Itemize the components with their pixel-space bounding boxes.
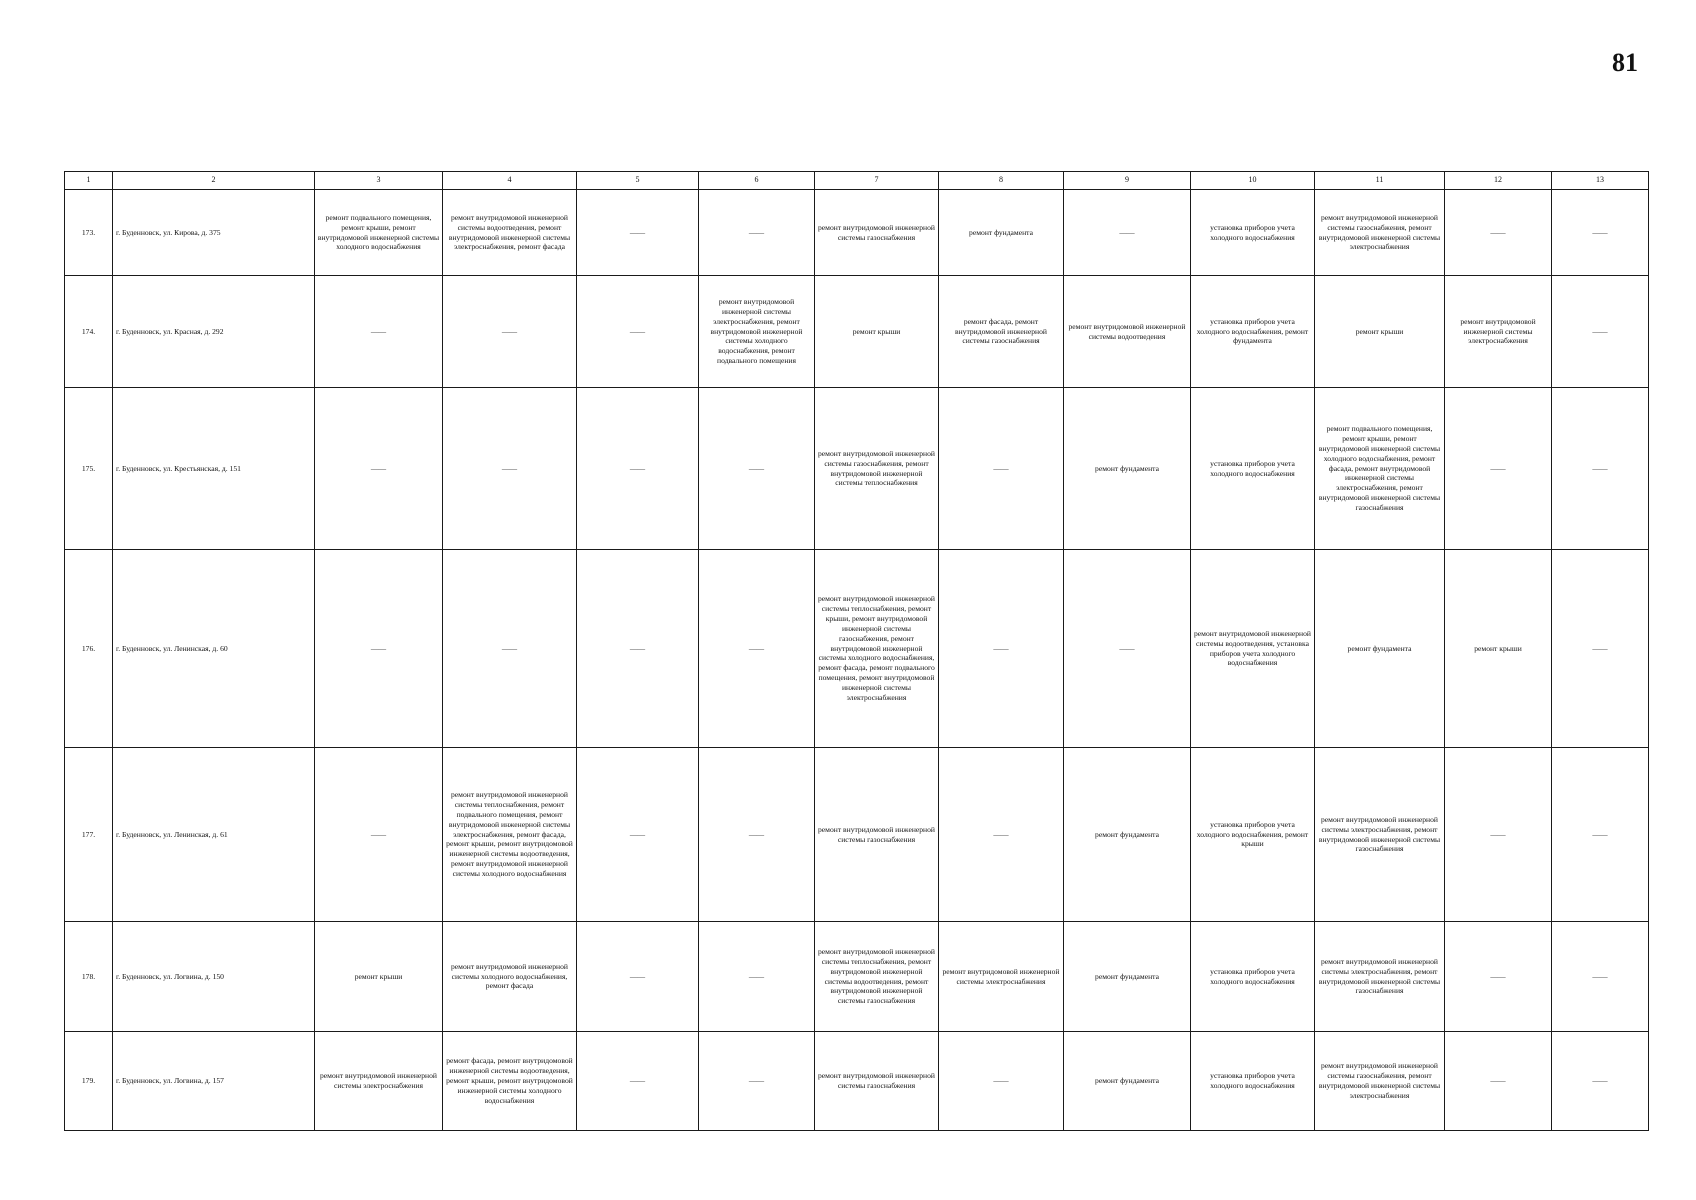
table-row — [65, 388, 1649, 550]
work-cell-col-12: —— — [1445, 922, 1552, 1032]
work-cell-col-6: —— — [699, 550, 815, 748]
work-cell-col-7: ремонт внутридомовой инженерной системы теплоснабжения, ремонт крыши, ремонт внутридомовой инженерной системы газоснабжения, ремонт внутридомовой инженерной системы холодного водоснабжения, ремонт фасада, ремонт подвального помещения, ремонт внутридомовой инженерной системы электроснабжения — [815, 550, 939, 748]
repair-schedule-table — [64, 171, 1649, 1131]
work-cell-col-4: —— — [443, 550, 577, 748]
table-row — [65, 190, 1649, 276]
work-cell-col-5: —— — [577, 748, 699, 922]
work-cell-col-6: —— — [699, 748, 815, 922]
table-row — [65, 1032, 1649, 1131]
column-header: 6 — [699, 172, 815, 190]
work-cell-col-7: ремонт внутридомовой инженерной системы газоснабжения, ремонт внутридомовой инженерной системы теплоснабжения — [815, 388, 939, 550]
work-cell-col-13: —— — [1552, 1032, 1649, 1131]
work-cell-col-12: ремонт внутридомовой инженерной системы электроснабжения — [1445, 276, 1552, 388]
work-cell-col-10: установка приборов учета холодного водоснабжения, ремонт крыши — [1191, 748, 1315, 922]
work-cell-col-5: —— — [577, 388, 699, 550]
work-cell-col-9: ремонт фундамента — [1064, 922, 1191, 1032]
column-header: 3 — [315, 172, 443, 190]
address-cell: г. Буденновск, ул. Кирова, д. 375 — [113, 190, 315, 276]
work-cell-col-9: ремонт фундамента — [1064, 748, 1191, 922]
row-number: 173. — [65, 190, 113, 276]
work-cell-col-6: —— — [699, 190, 815, 276]
work-cell-col-8: —— — [939, 748, 1064, 922]
address-cell: г. Буденновск, ул. Крестьянская, д. 151 — [113, 388, 315, 550]
column-header: 2 — [113, 172, 315, 190]
work-cell-col-3: ремонт крыши — [315, 922, 443, 1032]
row-number: 178. — [65, 922, 113, 1032]
work-cell-col-11: ремонт крыши — [1315, 276, 1445, 388]
work-cell-col-13: —— — [1552, 922, 1649, 1032]
work-cell-col-4: —— — [443, 276, 577, 388]
work-cell-col-12: —— — [1445, 1032, 1552, 1131]
work-cell-col-8: —— — [939, 388, 1064, 550]
column-header: 8 — [939, 172, 1064, 190]
work-cell-col-10: установка приборов учета холодного водоснабжения — [1191, 1032, 1315, 1131]
column-header: 9 — [1064, 172, 1191, 190]
table-row — [65, 922, 1649, 1032]
work-cell-col-13: —— — [1552, 276, 1649, 388]
work-cell-col-12: ремонт крыши — [1445, 550, 1552, 748]
address-cell: г. Буденновск, ул. Ленинская, д. 61 — [113, 748, 315, 922]
work-cell-col-13: —— — [1552, 550, 1649, 748]
work-cell-col-10: установка приборов учета холодного водоснабжения — [1191, 190, 1315, 276]
work-cell-col-10: установка приборов учета холодного водоснабжения — [1191, 922, 1315, 1032]
work-cell-col-10: ремонт внутридомовой инженерной системы водоотведения, установка приборов учета холодного водоснабжения — [1191, 550, 1315, 748]
page-number: 81 — [1612, 48, 1638, 77]
work-cell-col-13: —— — [1552, 388, 1649, 550]
row-number: 175. — [65, 388, 113, 550]
address-cell: г. Буденновск, ул. Красная, д. 292 — [113, 276, 315, 388]
work-cell-col-5: —— — [577, 1032, 699, 1131]
row-number: 177. — [65, 748, 113, 922]
column-header: 1 — [65, 172, 113, 190]
work-cell-col-11: ремонт внутридомовой инженерной системы электроснабжения, ремонт внутридомовой инженерной системы газоснабжения — [1315, 922, 1445, 1032]
column-header-row — [65, 172, 1649, 190]
work-cell-col-7: ремонт внутридомовой инженерной системы теплоснабжения, ремонт внутридомовой инженерной системы водоотведения, ремонт внутридомовой инженерной системы газоснабжения — [815, 922, 939, 1032]
address-cell: г. Буденновск, ул. Логвина, д. 150 — [113, 922, 315, 1032]
work-cell-col-11: ремонт внутридомовой инженерной системы электроснабжения, ремонт внутридомовой инженерной системы газоснабжения — [1315, 748, 1445, 922]
column-header: 13 — [1552, 172, 1649, 190]
work-cell-col-3: —— — [315, 550, 443, 748]
column-header: 11 — [1315, 172, 1445, 190]
work-cell-col-11: ремонт фундамента — [1315, 550, 1445, 748]
column-header: 5 — [577, 172, 699, 190]
work-cell-col-11: ремонт внутридомовой инженерной системы газоснабжения, ремонт внутридомовой инженерной системы электроснабжения — [1315, 1032, 1445, 1131]
work-cell-col-6: ремонт внутридомовой инженерной системы электроснабжения, ремонт внутридомовой инженерной системы холодного водоснабжения, ремонт подвального помещения — [699, 276, 815, 388]
column-header: 4 — [443, 172, 577, 190]
table-row — [65, 276, 1649, 388]
work-cell-col-13: —— — [1552, 748, 1649, 922]
work-cell-col-8: ремонт фундамента — [939, 190, 1064, 276]
work-cell-col-6: —— — [699, 1032, 815, 1131]
work-cell-col-7: ремонт крыши — [815, 276, 939, 388]
work-cell-col-9: —— — [1064, 550, 1191, 748]
work-cell-col-13: —— — [1552, 190, 1649, 276]
work-cell-col-4: —— — [443, 388, 577, 550]
row-number: 174. — [65, 276, 113, 388]
row-number: 179. — [65, 1032, 113, 1131]
work-cell-col-5: —— — [577, 190, 699, 276]
column-header: 12 — [1445, 172, 1552, 190]
work-cell-col-8: —— — [939, 550, 1064, 748]
work-cell-col-9: ремонт фундамента — [1064, 388, 1191, 550]
address-cell: г. Буденновск, ул. Ленинская, д. 60 — [113, 550, 315, 748]
table-row — [65, 748, 1649, 922]
work-cell-col-4: ремонт внутридомовой инженерной системы холодного водоснабжения, ремонт фасада — [443, 922, 577, 1032]
work-cell-col-7: ремонт внутридомовой инженерной системы газоснабжения — [815, 748, 939, 922]
work-cell-col-3: ремонт внутридомовой инженерной системы электроснабжения — [315, 1032, 443, 1131]
work-cell-col-3: ремонт подвального помещения, ремонт крыши, ремонт внутридомовой инженерной системы холодного водоснабжения — [315, 190, 443, 276]
work-cell-col-3: —— — [315, 748, 443, 922]
work-cell-col-4: ремонт фасада, ремонт внутридомовой инженерной системы водоотведения, ремонт крыши, ремонт внутридомовой инженерной системы холодного водоснабжения — [443, 1032, 577, 1131]
work-cell-col-6: —— — [699, 388, 815, 550]
work-cell-col-12: —— — [1445, 388, 1552, 550]
work-cell-col-7: ремонт внутридомовой инженерной системы газоснабжения — [815, 1032, 939, 1131]
work-cell-col-5: —— — [577, 276, 699, 388]
work-cell-col-8: ремонт внутридомовой инженерной системы электроснабжения — [939, 922, 1064, 1032]
work-cell-col-11: ремонт внутридомовой инженерной системы газоснабжения, ремонт внутридомовой инженерной системы электроснабжения — [1315, 190, 1445, 276]
work-cell-col-3: —— — [315, 388, 443, 550]
work-cell-col-6: —— — [699, 922, 815, 1032]
work-cell-col-4: ремонт внутридомовой инженерной системы водоотведения, ремонт внутридомовой инженерной системы электроснабжения, ремонт фасада — [443, 190, 577, 276]
work-cell-col-3: —— — [315, 276, 443, 388]
work-cell-col-8: —— — [939, 1032, 1064, 1131]
table-body — [65, 172, 1649, 1131]
column-header: 10 — [1191, 172, 1315, 190]
work-cell-col-10: установка приборов учета холодного водоснабжения, ремонт фундамента — [1191, 276, 1315, 388]
work-cell-col-12: —— — [1445, 190, 1552, 276]
work-cell-col-8: ремонт фасада, ремонт внутридомовой инженерной системы газоснабжения — [939, 276, 1064, 388]
work-cell-col-11: ремонт подвального помещения, ремонт крыши, ремонт внутридомовой инженерной системы холодного водоснабжения, ремонт фасада, ремонт внутридомовой инженерной системы электроснабжения, ремонт внутридомовой инженерной системы газоснабжения — [1315, 388, 1445, 550]
work-cell-col-9: ремонт внутридомовой инженерной системы водоотведения — [1064, 276, 1191, 388]
table-row — [65, 550, 1649, 748]
work-cell-col-4: ремонт внутридомовой инженерной системы теплоснабжения, ремонт подвального помещения, ремонт внутридомовой инженерной системы электроснабжения, ремонт фасада, ремонт крыши, ремонт внутридомовой инженерной системы водоотведения, ремонт внутридомовой инженерной системы холодного водоснабжения — [443, 748, 577, 922]
work-cell-col-12: —— — [1445, 748, 1552, 922]
work-cell-col-9: ремонт фундамента — [1064, 1032, 1191, 1131]
row-number: 176. — [65, 550, 113, 748]
work-cell-col-9: —— — [1064, 190, 1191, 276]
address-cell: г. Буденновск, ул. Логвина, д. 157 — [113, 1032, 315, 1131]
work-cell-col-5: —— — [577, 550, 699, 748]
work-cell-col-10: установка приборов учета холодного водоснабжения — [1191, 388, 1315, 550]
column-header: 7 — [815, 172, 939, 190]
work-cell-col-7: ремонт внутридомовой инженерной системы газоснабжения — [815, 190, 939, 276]
work-cell-col-5: —— — [577, 922, 699, 1032]
